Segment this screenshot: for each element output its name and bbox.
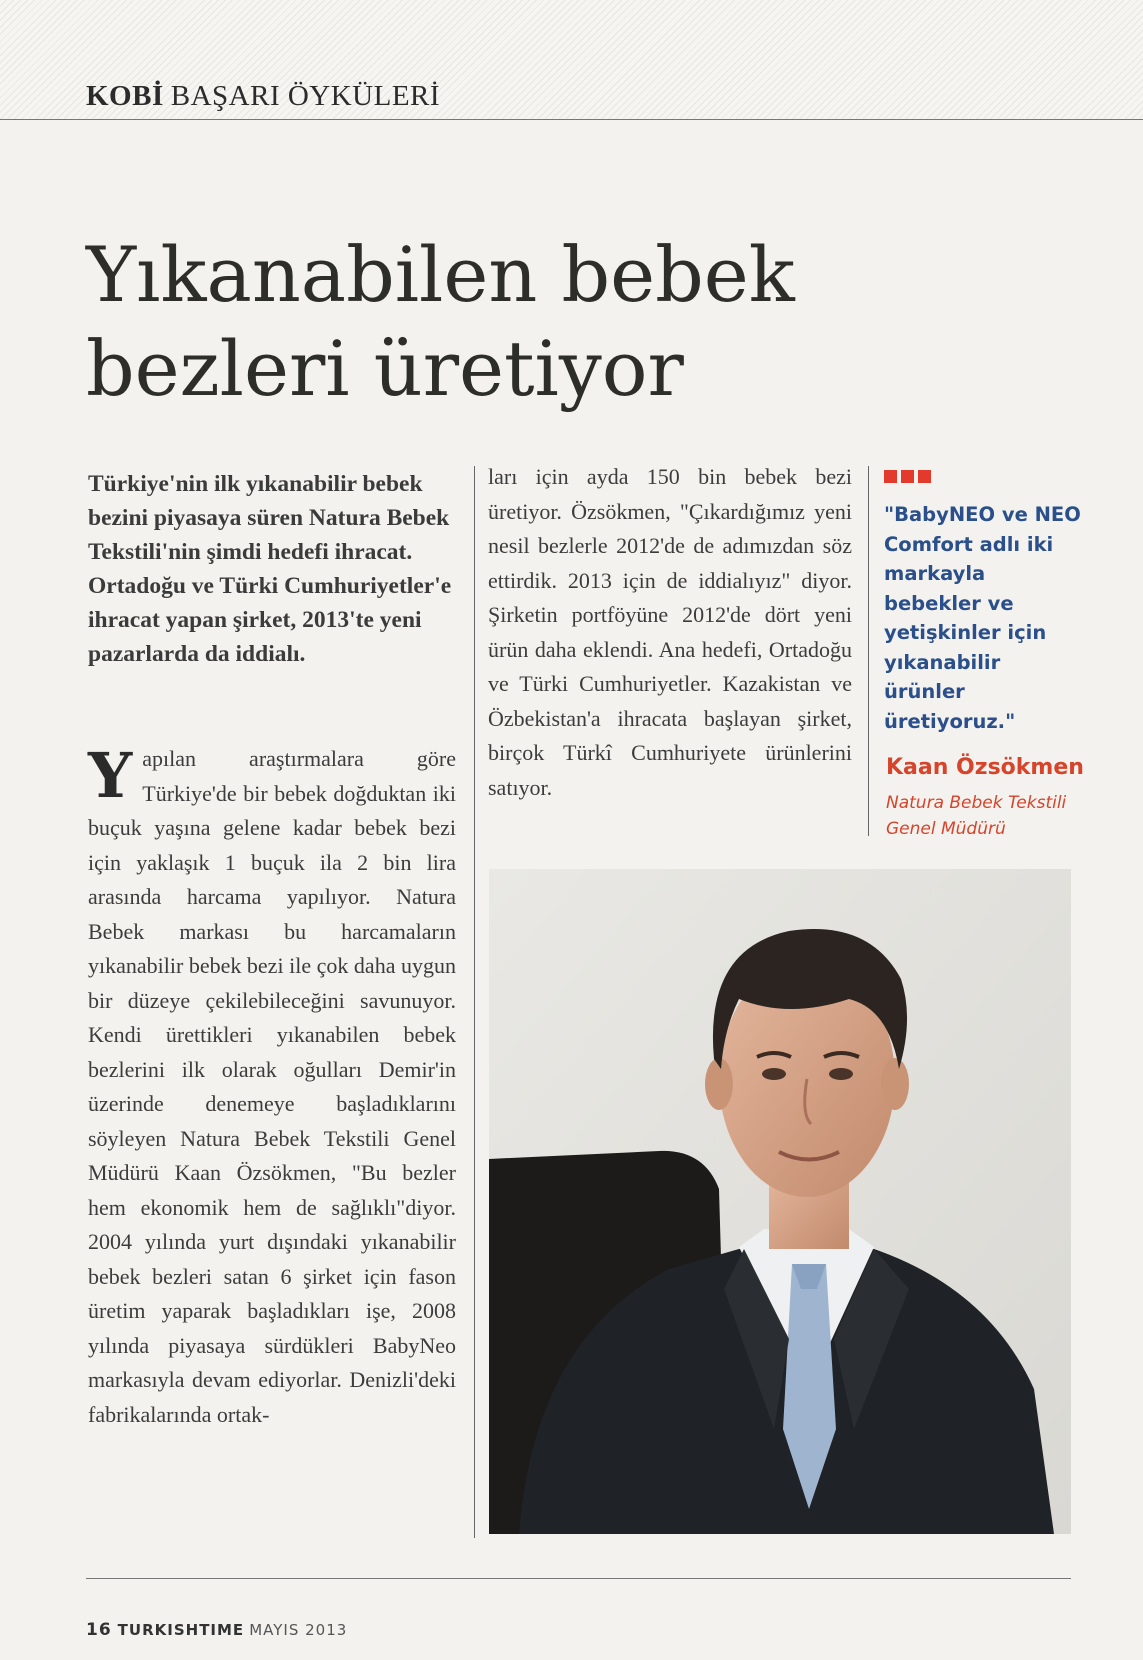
quote-author-role <box>886 790 1106 842</box>
body-column-1 <box>88 739 456 1432</box>
section-label-bold: KOBİ <box>86 80 164 112</box>
quote-square <box>918 470 931 483</box>
section-label-rest: BAŞARI ÖYKÜLERİ <box>170 80 441 112</box>
page-number: 16 <box>86 1620 112 1640</box>
column-divider-2 <box>868 466 869 836</box>
quote-author: Kaan Özsökmen <box>886 755 1084 780</box>
quote-square <box>884 470 897 483</box>
page-footer <box>86 1620 347 1640</box>
article-headline <box>86 228 986 416</box>
quote-square <box>901 470 914 483</box>
issue-date: MAYIS 2013 <box>249 1621 348 1639</box>
drop-cap: Y <box>88 739 133 812</box>
quote-role-line-2: Genel Müdürü <box>886 819 1006 839</box>
headline-line-1: Yıkanabilen bebek <box>86 230 795 319</box>
portrait-photo <box>489 869 1071 1534</box>
magazine-name: TURKISHTIME <box>117 1621 245 1639</box>
article-lead: Türkiye'nin ilk yıkanabilir bebek bezini piyasaya süren Natura Bebek Tekstili'nin şimdi hedefi ihracat. Ortadoğu ve Türki Cumhuriyetler'e ihracat yapan şirket, 2013'te yeni pazarlarda da iddialı. <box>88 471 452 667</box>
quote-role-line-1: Natura Bebek Tekstili <box>886 793 1067 813</box>
body-column-2 <box>488 460 852 805</box>
headline-line-2: bezleri üretiyor <box>86 324 684 413</box>
column-divider-1 <box>474 466 475 1538</box>
pull-quote: "BabyNEO ve NEO Comfort adlı iki markayla bebekler ve yetişkinler için yıkanabilir ürünler üretiyoruz." <box>884 503 1081 733</box>
section-label <box>86 80 440 113</box>
body-column-2-text: ları için ayda 150 bin bebek bezi üretiyor. Özsökmen, "Çıkardığımız yeni nesil bezlerle 2012'de de adımızdan söz ettirdik. 2013 için de iddialıyız" diyor. Şirketin portföyüne 2012'de dört yeni ürün daha eklendi. Ana hedefi, Ortadoğu ve Türki Cumhuriyetler. Kazakistan ve Özbekistan'a ihracata başlayan şirket, birçok Türkî Cumhuriyete ürünlerini satıyor. <box>488 464 852 800</box>
quote-marker-squares <box>884 470 931 483</box>
body-column-1-text: apılan araştırmalara göre Türkiye'de bir bebek doğduktan iki buçuk yaşına gelene kadar bebek bezi için yaklaşık 1 buçuk ila 2 bin lira arasında harcama yapılıyor. Natura Bebek markası bu harcamaların yıkanabilir bebek bezi ile çok daha uygun bir düzeye çekilebileceğini savunuyor. Kendi ürettikleri yıkanabilen bebek bezlerini ilk olarak oğulları Demir'in üzerinde denemeye başladıklarını söyleyen Natura Bebek Tekstili Genel Müdürü Kaan Özsökmen, "Bu bezler hem ekonomik hem de sağlıklı"diyor. 2004 yılında yurt dışındaki yıkanabilir bebek bezleri satan 6 şirket için fason üretim yaparak başladıkları işe, 2008 yılında piyasaya sürdükleri BabyNeo markasıyla devam ediyorlar. Denizli'deki fabrikalarında ortak- <box>88 746 456 1427</box>
footer-rule <box>86 1578 1071 1579</box>
